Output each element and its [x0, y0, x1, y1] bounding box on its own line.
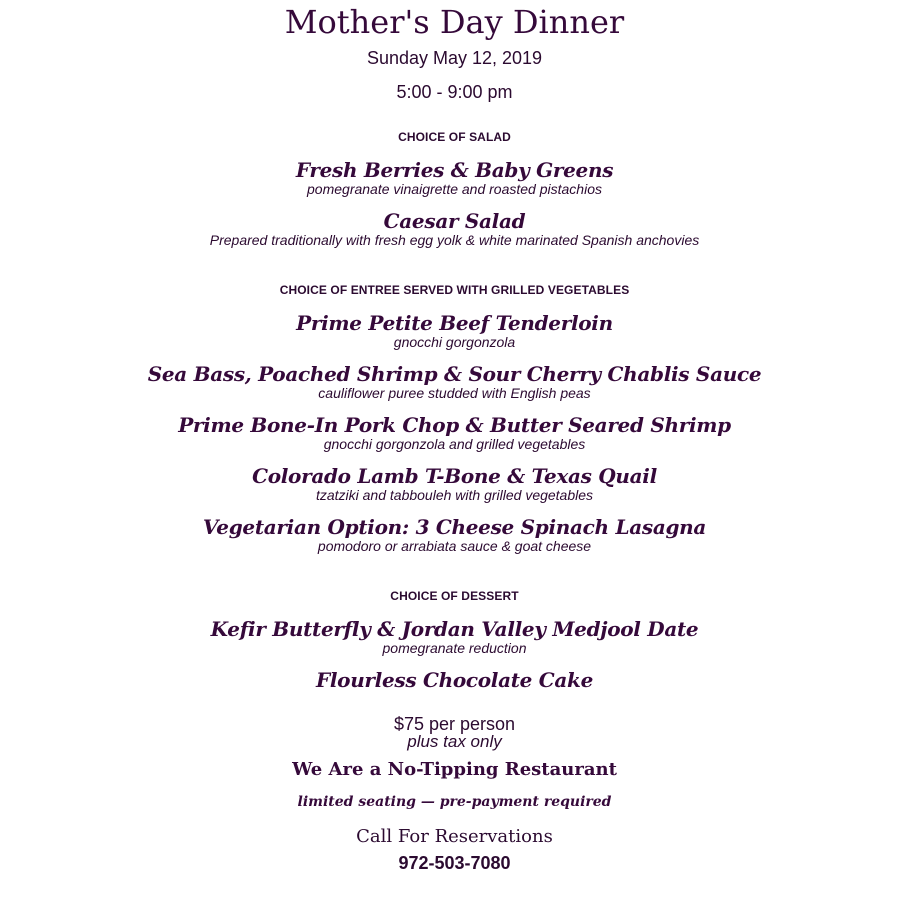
dish-description: pomodoro or arrabiata sauce & goat cheese — [317, 538, 592, 554]
dish-name: Caesar Salad — [383, 209, 526, 233]
dish-name: Prime Bone-In Pork Chop & Butter Seared Shrimp — [178, 413, 731, 437]
dish-name: Kefir Butterfly & Jordan Valley Medjool Date — [210, 617, 699, 641]
dish-name: Vegetarian Option: 3 Cheese Spinach Lasagna — [202, 515, 707, 539]
dessert-heading: CHOICE OF DESSERT — [390, 589, 519, 603]
dish-description: pomegranate reduction — [382, 640, 527, 656]
price: $75 per person — [393, 714, 516, 734]
dish-description: gnocchi gorgonzola and grilled vegetables — [323, 436, 586, 452]
event-time: 5:00 - 9:00 pm — [396, 82, 513, 102]
limited-seating-note: limited seating — pre-payment required — [297, 794, 612, 810]
dish-name: Fresh Berries & Baby Greens — [295, 158, 614, 182]
tax-note: plus tax only — [407, 732, 502, 751]
dish-description: cauliflower puree studded with English peas — [318, 385, 591, 401]
reservations-label: Call For Reservations — [356, 826, 553, 847]
dish-description: pomegranate vinaigrette and roasted pistachios — [307, 181, 602, 197]
page-title: Mother's Day Dinner — [284, 3, 625, 41]
phone-number[interactable]: 972-503-7080 — [398, 853, 511, 873]
dish-name: Colorado Lamb T-Bone & Texas Quail — [252, 464, 657, 488]
dish-name: Flourless Chocolate Cake — [315, 668, 594, 692]
event-date: Sunday May 12, 2019 — [366, 48, 543, 68]
salad-heading: CHOICE OF SALAD — [398, 130, 511, 144]
dish-name: Prime Petite Beef Tenderloin — [296, 311, 613, 335]
dish-description: gnocchi gorgonzola — [393, 334, 516, 350]
dish-name: Sea Bass, Poached Shrimp & Sour Cherry Chablis Sauce — [147, 362, 762, 386]
no-tipping-note: We Are a No-Tipping Restaurant — [292, 759, 617, 780]
dish-description: tzatziki and tabbouleh with grilled vegetables — [315, 487, 594, 503]
entree-heading: CHOICE OF ENTREE SERVED WITH GRILLED VEGETABLES — [279, 283, 630, 297]
dish-description: Prepared traditionally with fresh egg yolk & white marinated Spanish anchovies — [209, 232, 700, 248]
